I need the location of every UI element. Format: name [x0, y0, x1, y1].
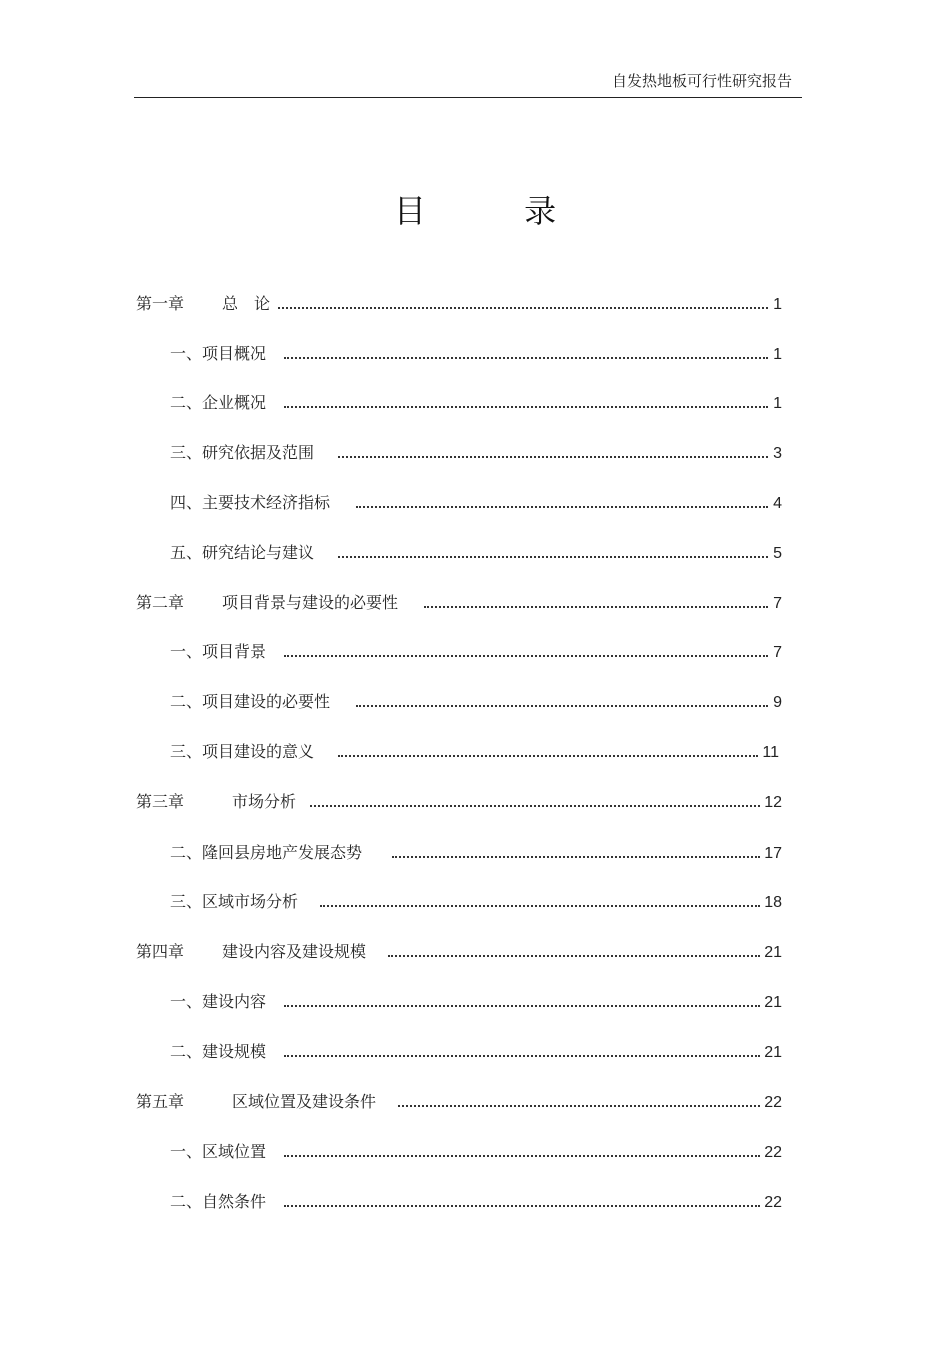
toc-entry-title: 主要技术经济指标 [202, 493, 331, 512]
toc-entry-page: 21 [764, 944, 782, 961]
toc-entry-title: 项目背景与建设的必要性 [222, 593, 399, 612]
toc-entry-number: 三、 [170, 892, 203, 911]
dot-leader [320, 904, 760, 907]
toc-entry-page: 21 [764, 1044, 782, 1061]
toc-entry[interactable] [136, 786, 782, 812]
toc-entry[interactable] [136, 587, 782, 613]
toc-entry-number: 二、 [170, 1042, 203, 1061]
toc-entry[interactable] [170, 338, 782, 364]
toc-entry-number: 第三章 [136, 792, 185, 811]
running-header-title: 自发热地板可行性研究报告 [611, 72, 792, 90]
toc-entry-number: 一、 [170, 344, 203, 363]
toc-entry[interactable] [136, 288, 782, 314]
toc-entry[interactable] [170, 986, 782, 1012]
toc-entry[interactable] [170, 537, 782, 563]
toc-entry[interactable] [170, 387, 782, 413]
toc-title: 目 录 [393, 192, 601, 230]
toc-entry-page: 1 [773, 296, 782, 313]
toc-entry-number: 第二章 [136, 593, 185, 612]
toc-entry[interactable] [170, 886, 782, 912]
toc-entry[interactable] [170, 837, 782, 863]
toc-entry-page: 7 [773, 644, 782, 661]
toc-entry-number: 第一章 [136, 294, 185, 313]
toc-entry-title: 建设规模 [202, 1042, 267, 1061]
toc-entry-title: 区域位置及建设条件 [232, 1092, 377, 1111]
dot-leader [284, 1054, 760, 1057]
toc-entry[interactable] [136, 1086, 782, 1112]
toc-entry-page: 9 [773, 694, 782, 711]
toc-entry[interactable] [170, 1186, 782, 1212]
toc-entry-page: 22 [764, 1144, 782, 1161]
toc-entry-title: 研究依据及范围 [202, 443, 315, 462]
toc-entry[interactable] [136, 936, 782, 962]
toc-entry-number: 二、 [170, 393, 203, 412]
dot-leader [284, 405, 768, 408]
toc-entry-number: 五、 [170, 543, 203, 562]
dot-leader [392, 855, 760, 858]
toc-entry-number: 三、 [170, 742, 203, 761]
toc-entry-page: 1 [773, 395, 782, 412]
toc-entry-number: 第四章 [136, 942, 185, 961]
toc-entry-number: 第五章 [136, 1092, 185, 1111]
dot-leader [338, 555, 768, 558]
header-divider [134, 97, 802, 98]
dot-leader [278, 306, 768, 309]
toc-entry-title: 项目建设的必要性 [202, 692, 331, 711]
toc-entry-title: 建设内容及建设规模 [222, 942, 367, 961]
toc-entry-title: 隆回县房地产发展态势 [202, 843, 363, 862]
toc-entry-title: 项目概况 [202, 344, 267, 363]
dot-leader [424, 605, 768, 608]
toc-entry-title: 建设内容 [202, 992, 267, 1011]
toc-entry-number: 二、 [170, 843, 203, 862]
toc-entry[interactable] [170, 636, 782, 662]
dot-leader [284, 356, 768, 359]
toc-entry-title: 总 论 [222, 294, 271, 313]
toc-entry-page: 17 [764, 845, 782, 862]
dot-leader [338, 754, 758, 757]
toc-entry-page: 22 [764, 1094, 782, 1111]
dot-leader [388, 954, 760, 957]
toc-entry-page: 12 [764, 794, 782, 811]
toc-entry-number: 二、 [170, 1192, 203, 1211]
toc-entry-title: 企业概况 [202, 393, 267, 412]
toc-entry-page: 18 [764, 894, 782, 911]
toc-entry-number: 四、 [170, 493, 203, 512]
toc-entry-number: 一、 [170, 642, 203, 661]
dot-leader [338, 455, 768, 458]
toc-entry-number: 二、 [170, 692, 203, 711]
toc-entry-page: 4 [773, 495, 782, 512]
dot-leader [284, 654, 768, 657]
toc-entry[interactable] [170, 1136, 782, 1162]
dot-leader [398, 1104, 760, 1107]
toc-entry-page: 11 [762, 744, 779, 761]
toc-entry-page: 1 [773, 346, 782, 363]
toc-entry-title: 市场分析 [232, 792, 297, 811]
toc-entry[interactable] [170, 487, 782, 513]
toc-entry-page: 22 [764, 1194, 782, 1211]
toc-entry[interactable] [170, 736, 779, 762]
toc-entry-title: 项目建设的意义 [202, 742, 315, 761]
toc-entry-number: 一、 [170, 992, 203, 1011]
toc-entry-page: 3 [773, 445, 782, 462]
toc-entry-number: 一、 [170, 1142, 203, 1161]
toc-entry-page: 21 [764, 994, 782, 1011]
dot-leader [284, 1204, 760, 1207]
toc-entry-title: 区域位置 [202, 1142, 267, 1161]
dot-leader [356, 704, 768, 707]
toc-entry[interactable] [170, 686, 782, 712]
dot-leader [310, 804, 760, 807]
toc-entry-page: 5 [773, 545, 782, 562]
toc-entry-title: 研究结论与建议 [202, 543, 315, 562]
toc-entry-number: 三、 [170, 443, 203, 462]
toc-entry-title: 项目背景 [202, 642, 267, 661]
toc-entry-page: 7 [773, 595, 782, 612]
dot-leader [284, 1004, 760, 1007]
toc-entry[interactable] [170, 437, 782, 463]
dot-leader [284, 1154, 760, 1157]
toc-entry[interactable] [170, 1036, 782, 1062]
toc-entry-title: 自然条件 [202, 1192, 267, 1211]
toc-entry-title: 区域市场分析 [202, 892, 299, 911]
dot-leader [356, 505, 768, 508]
